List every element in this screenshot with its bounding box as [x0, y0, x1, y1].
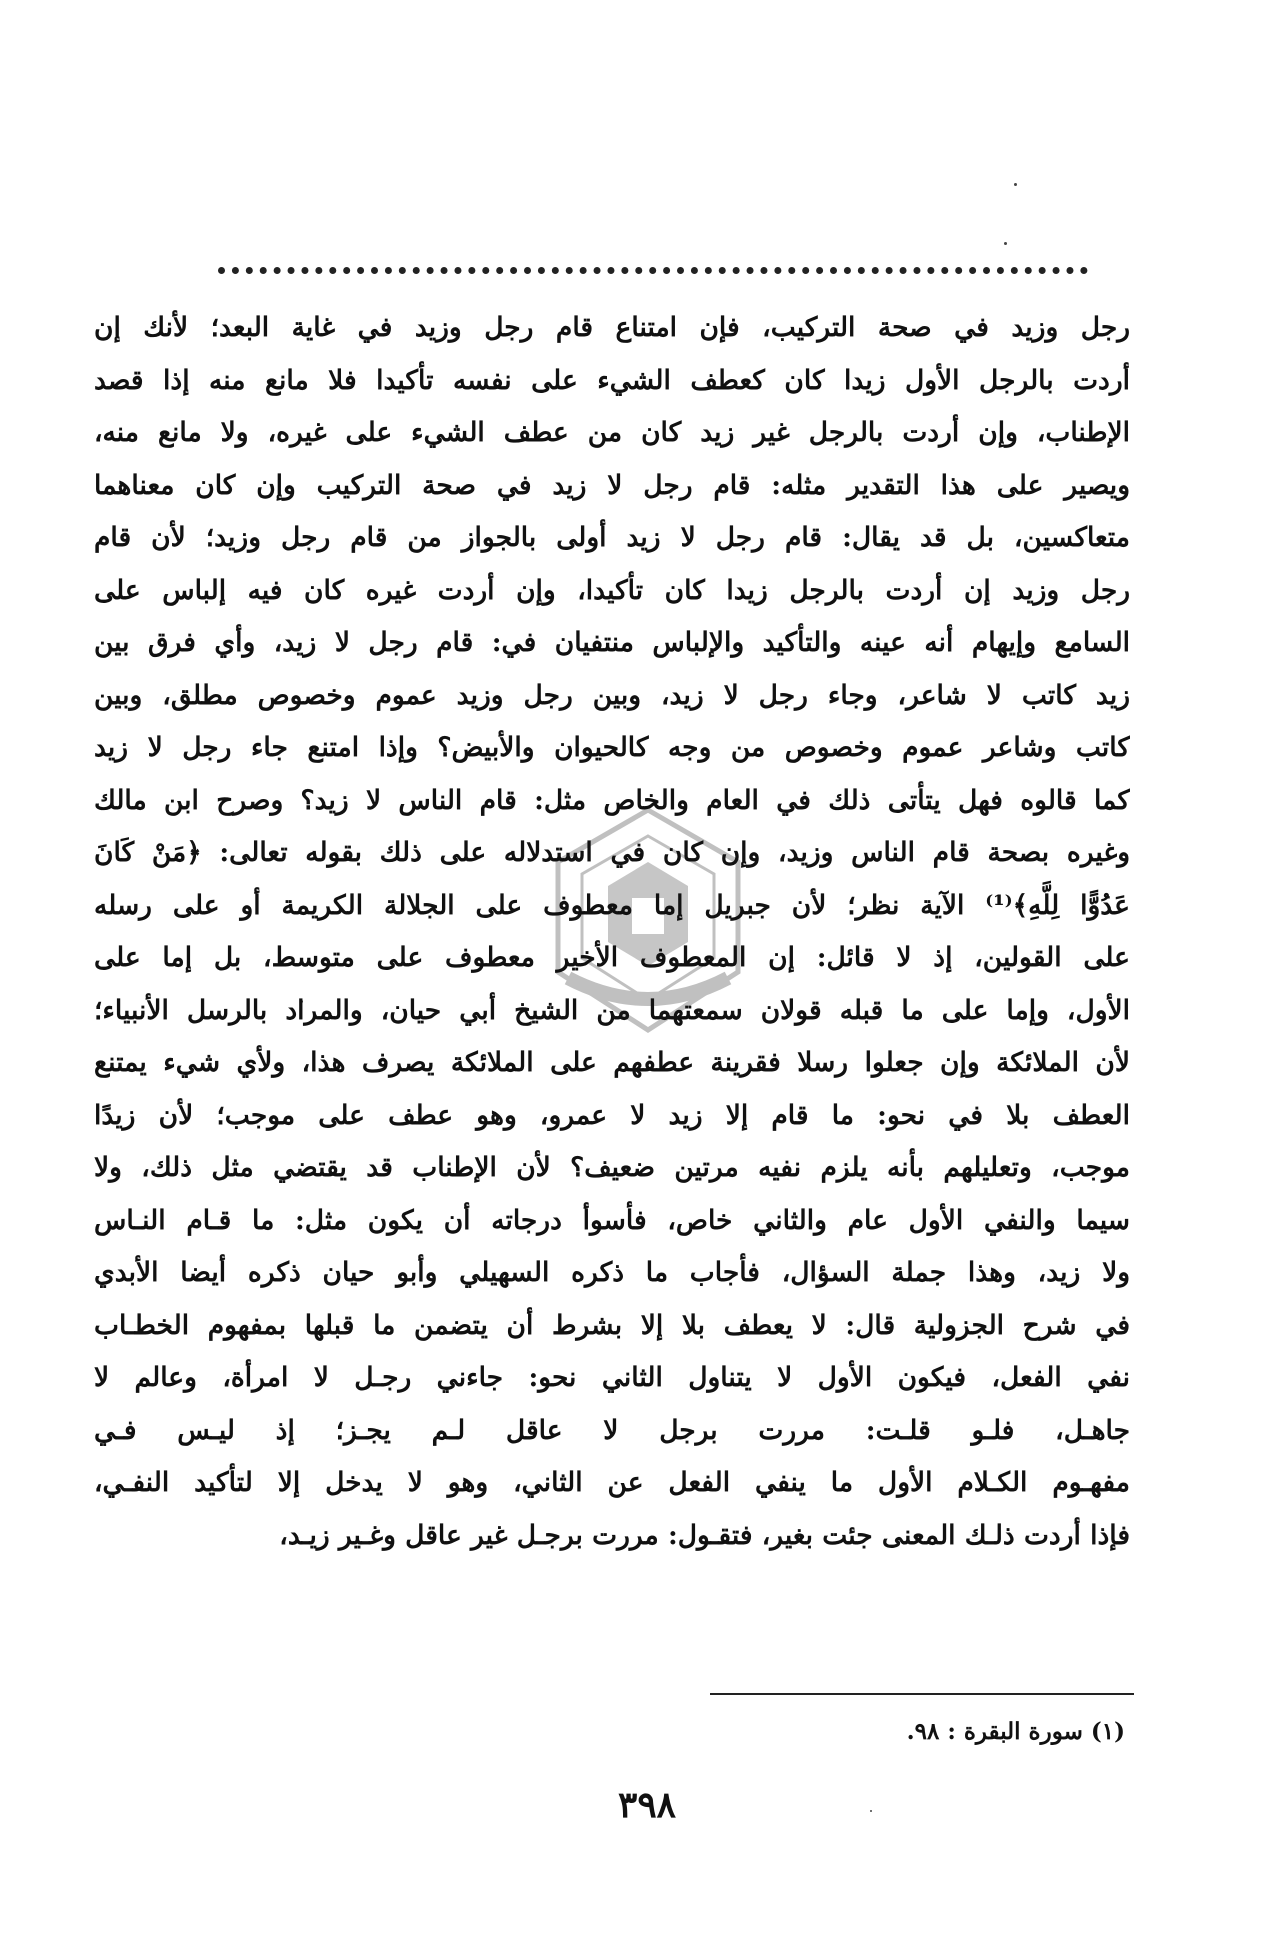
body-line: لأن الملائكة وإن جعلوا رسلا فقرينة عطفهم على الملائكة يصرف هذا، ولأي شيء يمتنع: [94, 1047, 1130, 1078]
body-line: عَدُوًّا لِلَّهِ﴾⁽¹⁾ الآية نظر؛ لأن جبريل إما معطوف على الجلالة الكريمة أو على رسله: [94, 889, 1130, 921]
scan-speck: [1004, 242, 1007, 245]
header-dotted-rule: [218, 267, 1088, 274]
body-line: أردت بالرجل الأول زيدا كان كعطف الشيء على نفسه تأكيدا فلا مانع منه إذا قصد: [94, 364, 1130, 396]
body-line: الأول، وإما على ما قبله قولان سمعتهما من الشيخ أبي حيان، والمراد بالرسل الأنبياء؛: [94, 994, 1130, 1026]
footnote: (١) سورة البقرة : ٩٨.: [906, 1718, 1125, 1745]
body-line: ولا زيد، وهذا جملة السؤال، فأجاب ما ذكره السهيلي وأبو حيان ذكره أيضا الأبدي: [94, 1257, 1130, 1288]
body-line: على القولين، إذ لا قائل: إن المعطوف الأخير معطوف على متوسط، بل إما على: [94, 942, 1130, 973]
body-line: السامع وإيهام أنه عينه والتأكيد والإلباس منتفيان في: قام رجل لا زيد، وأي فرق بين: [94, 627, 1130, 658]
body-line: في شرح الجزولية قال: لا يعطف بلا إلا بشرط أن يتضمن ما قبلها بمفهوم الخطـاب: [94, 1309, 1130, 1341]
footnote-rule: [710, 1693, 1134, 1695]
body-line: الإطناب، وإن أردت بالرجل غير زيد كان من عطف الشيء على غيره، ولا مانع منه،: [94, 417, 1130, 448]
body-line: رجل وزيد إن أردت بالرجل زيدا كان تأكيدا، وإن أردت غيره كان فيه إلباس على: [94, 574, 1130, 606]
body-line: وغيره بصحة قام الناس وزيد، وإن كان في استدلاله على ذلك بقوله تعالى: ﴿مَنْ كَانَ: [94, 837, 1130, 868]
body-line: كاتب وشاعر عموم وخصوص من وجه كالحيوان والأبيض؟ وإذا امتنع جاء رجل لا زيد: [94, 732, 1130, 763]
body-line: كما قالوه فهل يتأتى ذلك في العام والخاص مثل: قام الناس لا زيد؟ وصرح ابن مالك: [94, 784, 1130, 816]
body-text: [94, 302, 1130, 1682]
body-line: ويصير على هذا التقدير مثله: قام رجل لا زيد في صحة التركيب وإن كان معناهما: [94, 469, 1130, 501]
body-line: جاهـل، فلـو قلـت: مررت برجل لا عاقل لـم يجـز؛ إذ ليـس فـي: [94, 1414, 1130, 1446]
body-line: زيد كاتب لا شاعر، وجاء رجل لا زيد، وبين رجل وزيد عموم وخصوص مطلق، وبين: [94, 679, 1130, 711]
body-line: سيما والنفي الأول عام والثاني خاص، فأسوأ درجاته أن يكون مثل: ما قـام النـاس: [94, 1204, 1130, 1236]
body-line: متعاكسين، بل قد يقال: قام رجل لا زيد أولى بالجواز من قام رجل وزيد؛ لأن قام: [94, 522, 1130, 553]
page-number: ٣٩٨: [617, 1784, 676, 1826]
body-line: العطف بلا في نحو: ما قام إلا زيد لا عمرو، وهو عطف على موجب؛ لأن زيدًا: [94, 1099, 1130, 1131]
scan-speck: [1014, 183, 1017, 186]
body-line: رجل وزيد في صحة التركيب، فإن امتناع قام رجل وزيد في غاية البعد؛ لأنك إن: [94, 312, 1130, 343]
body-line: مفهـوم الكـلام الأول ما ينفي الفعل عن الثاني، وهو لا يدخل إلا لتأكيد النفـي،: [94, 1467, 1130, 1498]
scan-speck: [870, 1810, 872, 1812]
body-line: موجب، وتعليلهم بأنه يلزم نفيه مرتين ضعيف؟ لأن الإطناب قد يقتضي مثل ذلك، ولا: [94, 1152, 1130, 1183]
body-line: فإذا أردت ذلـك المعنى جئت بغير، فتقـول: مررت برجـل غير عاقل وغـير زيـد،: [279, 1519, 1130, 1551]
body-line: نفي الفعل، فيكون الأول لا يتناول الثاني نحو: جاءني رجـل لا امرأة، وعالم لا: [94, 1362, 1130, 1393]
